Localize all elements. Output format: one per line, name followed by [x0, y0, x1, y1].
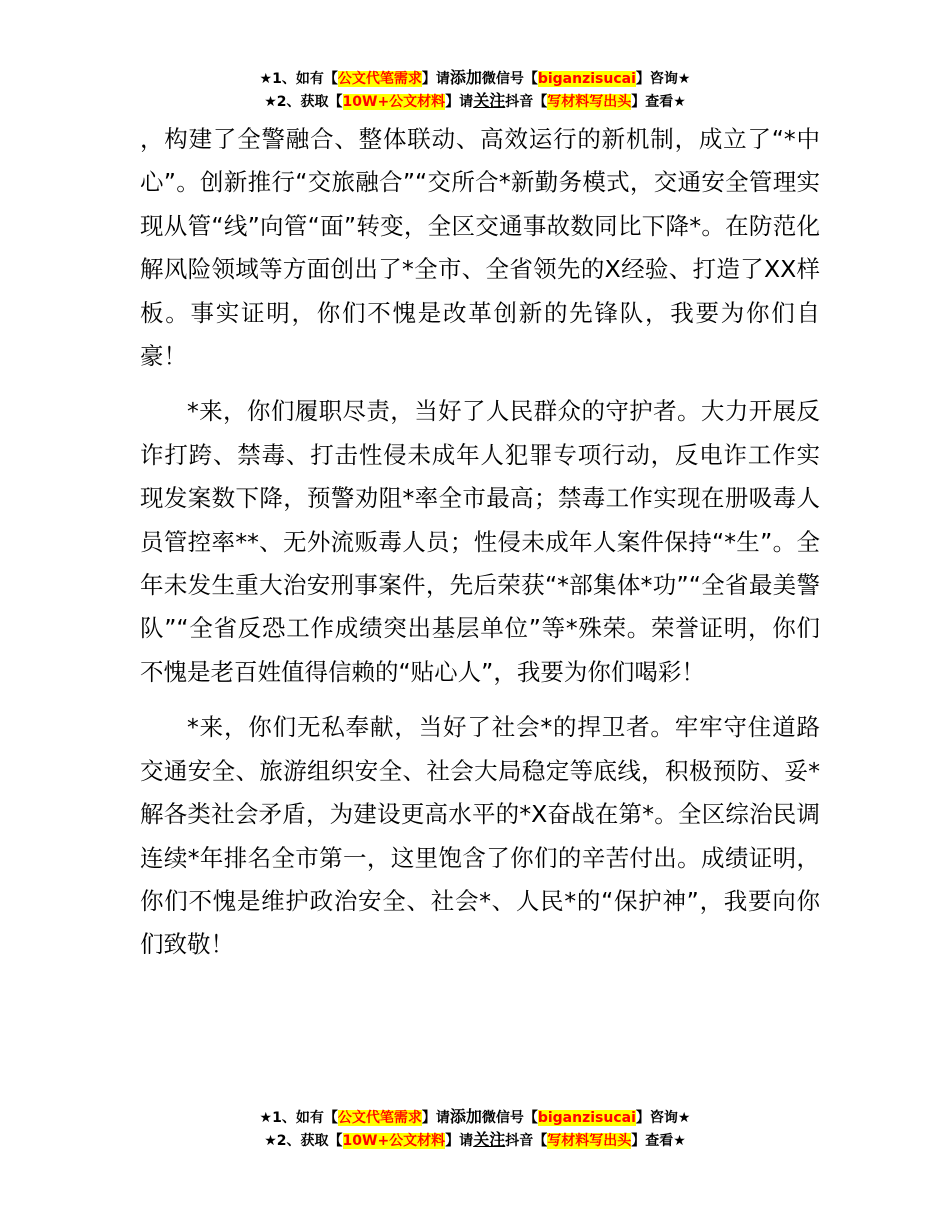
- banner-text: ★2、获取【: [264, 1133, 343, 1149]
- banner-text: 抖音【: [505, 1133, 548, 1149]
- highlight-wechat-id: biganzisucai: [537, 1110, 636, 1126]
- highlight-douyin-account: 写材料写出头: [547, 1133, 632, 1149]
- banner-text: ★2、获取【: [264, 94, 343, 110]
- banner-emphasis: 添加: [449, 68, 482, 87]
- banner-text: ★1、如有【: [259, 1110, 338, 1126]
- banner-text: 抖音【: [505, 94, 548, 110]
- header-banner: [0, 67, 950, 113]
- banner-line-2: [0, 1129, 950, 1152]
- banner-emphasis: 添加: [449, 1107, 482, 1126]
- banner-text: 】咨询★: [635, 1110, 691, 1126]
- banner-text: 】查看★: [631, 1133, 686, 1149]
- banner-text: 微信号【: [481, 1110, 538, 1126]
- footer-banner: [0, 1106, 950, 1152]
- banner-text: 】请: [421, 1110, 450, 1126]
- banner-text: 】请: [445, 94, 474, 110]
- highlight-wechat-id: biganzisucai: [537, 71, 636, 87]
- highlight-douyin-account: 写材料写出头: [547, 94, 632, 110]
- banner-text: 微信号【: [481, 71, 538, 87]
- highlight-materials: 10W+公文材料: [342, 94, 446, 110]
- banner-text: ★1、如有【: [259, 71, 338, 87]
- banner-emphasis: 关注: [473, 1130, 506, 1149]
- highlight-materials: 10W+公文材料: [342, 1133, 446, 1149]
- paragraph-duty: *来，你们履职尽责，当好了人民群众的守护者。大力开展反诈打跨、禁毒、打击性侵未成年人犯罪专项行动，反电诈工作实现发案数下降，预警劝阻*率全市最高；禁毒工作实现在册吸毒人员管控率**、无外流贩毒人员；性侵未成年人案件保持“*生”。全年未发生重大治安刑事案件，先后荣获“*部集体*功”“全省最美警队”“全省反恐工作成绩突出基层单位”等*殊荣。荣誉证明，你们不愧是老百姓值得信赖的“贴心人”，我要为你们喝彩！: [140, 397, 820, 686]
- banner-line-1: [0, 1106, 950, 1129]
- paragraph-dedication: *来，你们无私奉献，当好了社会*的捍卫者。牢牢守住道路交通安全、旅游组织安全、社会大局稳定等底线，积极预防、妥*解各类社会矛盾，为建设更高水平的*X奋战在第*。全区综治民调连续*年排名全市第一，这里饱含了你们的辛苦付出。成绩证明，你们不愧是维护政治安全、社会*、人民*的“保护神”，我要向你们致敬！: [140, 713, 820, 959]
- banner-text: 】咨询★: [635, 71, 691, 87]
- banner-text: 】请: [445, 1133, 474, 1149]
- highlight-service: 公文代笔需求: [337, 1110, 422, 1126]
- paragraph-reform: ，构建了全警融合、整体联动、高效运行的新机制，成立了“*中心”。创新推行“交旅融合”“交所合*新勤务模式，交通安全管理实现从管“线”向管“面”转变，全区交通事故数同比下降*。在防范化解风险领域等方面创出了*全市、全省领先的X经验、打造了XX样板。事实证明，你们不愧是改革创新的先锋队，我要为你们自豪！: [140, 125, 820, 371]
- banner-line-1: [0, 67, 950, 90]
- document-body: [140, 118, 820, 979]
- banner-emphasis: 关注: [473, 91, 506, 110]
- highlight-service: 公文代笔需求: [337, 71, 422, 87]
- banner-line-2: [0, 90, 950, 113]
- banner-text: 】查看★: [631, 94, 686, 110]
- banner-text: 】请: [421, 71, 450, 87]
